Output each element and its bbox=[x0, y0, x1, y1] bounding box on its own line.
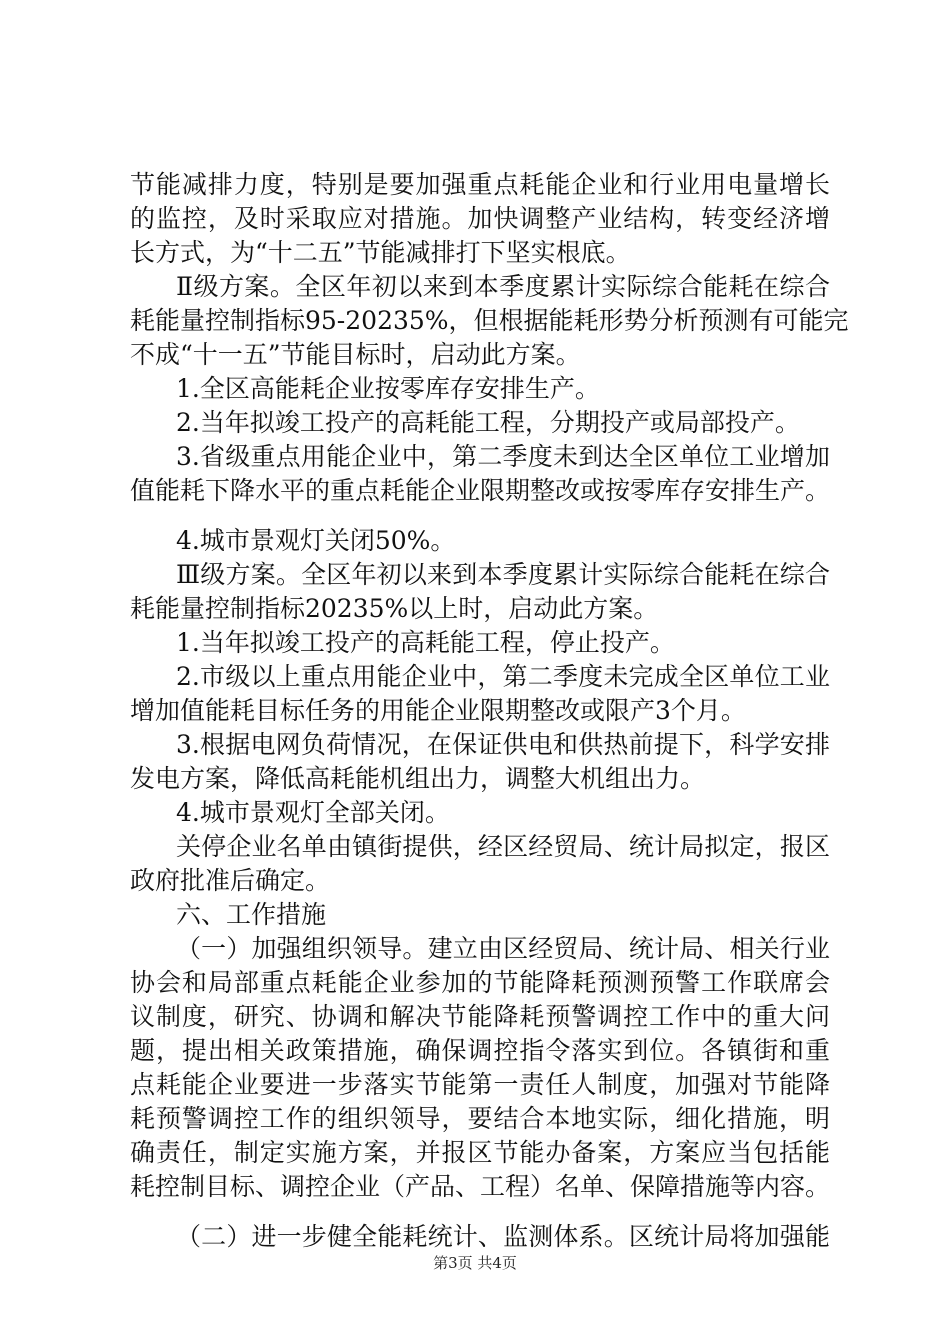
text-line: 值能耗下降水平的重点耗能企业限期整改或按零库存安排生产。 bbox=[130, 476, 831, 505]
text-line: 2.市级以上重点用能企业中，第二季度未完成全区单位工业 bbox=[176, 662, 830, 691]
section-heading: 六、工作措施 bbox=[176, 900, 327, 929]
text-line: 关停企业名单由镇街提供，经区经贸局、统计局拟定，报区 bbox=[176, 832, 830, 861]
text-line: 点耗能企业要进一步落实节能第一责任人制度，加强对节能降 bbox=[130, 1070, 830, 1099]
text-line: 1.全区高能耗企业按零库存安排生产。 bbox=[176, 374, 600, 403]
text-line: （二）进一步健全能耗统计、监测体系。区统计局将加强能 bbox=[176, 1222, 830, 1251]
text-line: 增加值能耗目标任务的用能企业限期整改或限产3个月。 bbox=[130, 696, 746, 725]
text-line: 协会和局部重点耗能企业参加的节能降耗预测预警工作联席会 bbox=[130, 968, 830, 997]
text-line: 3.根据电网负荷情况，在保证供电和供热前提下，科学安排 bbox=[176, 730, 830, 759]
text-line: 题，提出相关政策措施，确保调控指令落实到位。各镇街和重 bbox=[130, 1036, 830, 1065]
text-line: 议制度，研究、协调和解决节能降耗预警调控工作中的重大问 bbox=[130, 1002, 830, 1031]
text-line: 不成“十一五”节能目标时，启动此方案。 bbox=[130, 340, 581, 369]
text-line: 4.城市景观灯关闭50%。 bbox=[176, 526, 456, 555]
page-footer: 第3页 共4页 bbox=[433, 1254, 517, 1272]
text-line: （一）加强组织领导。建立由区经贸局、统计局、相关行业 bbox=[176, 934, 830, 963]
text-line: 长方式，为“十二五”节能减排打下坚实根底。 bbox=[130, 238, 631, 267]
text-line: 耗控制目标、调控企业（产品、工程）名单、保障措施等内容。 bbox=[130, 1172, 831, 1201]
text-line: Ⅲ级方案。全区年初以来到本季度累计实际综合能耗在综合 bbox=[176, 560, 830, 589]
text-line: 确责任，制定实施方案，并报区节能办备案，方案应当包括能 bbox=[130, 1138, 830, 1167]
text-line: 4.城市景观灯全部关闭。 bbox=[176, 798, 450, 827]
text-line: 节能减排力度，特别是要加强重点耗能企业和行业用电量增长 bbox=[130, 170, 830, 199]
text-line: 发电方案，降低高耗能机组出力，调整大机组出力。 bbox=[130, 764, 706, 793]
text-line: 2.当年拟竣工投产的高耗能工程，分期投产或局部投产。 bbox=[176, 408, 800, 437]
text-line: 耗预警调控工作的组织领导，要结合本地实际，细化措施，明 bbox=[130, 1104, 830, 1133]
text-line: 1.当年拟竣工投产的高耗能工程，停止投产。 bbox=[176, 628, 675, 657]
text-line: 政府批准后确定。 bbox=[130, 866, 331, 895]
text-line: Ⅱ级方案。全区年初以来到本季度累计实际综合能耗在综合 bbox=[176, 272, 830, 301]
text-line: 耗能量控制指标95-20235%，但根据能耗形势分析预测有可能完 bbox=[130, 306, 849, 335]
text-line: 的监控，及时采取应对措施。加快调整产业结构，转变经济增 bbox=[130, 204, 830, 233]
text-line: 3.省级重点用能企业中，第二季度未到达全区单位工业增加 bbox=[176, 442, 830, 471]
text-line: 耗能量控制指标20235%以上时，启动此方案。 bbox=[130, 594, 659, 623]
